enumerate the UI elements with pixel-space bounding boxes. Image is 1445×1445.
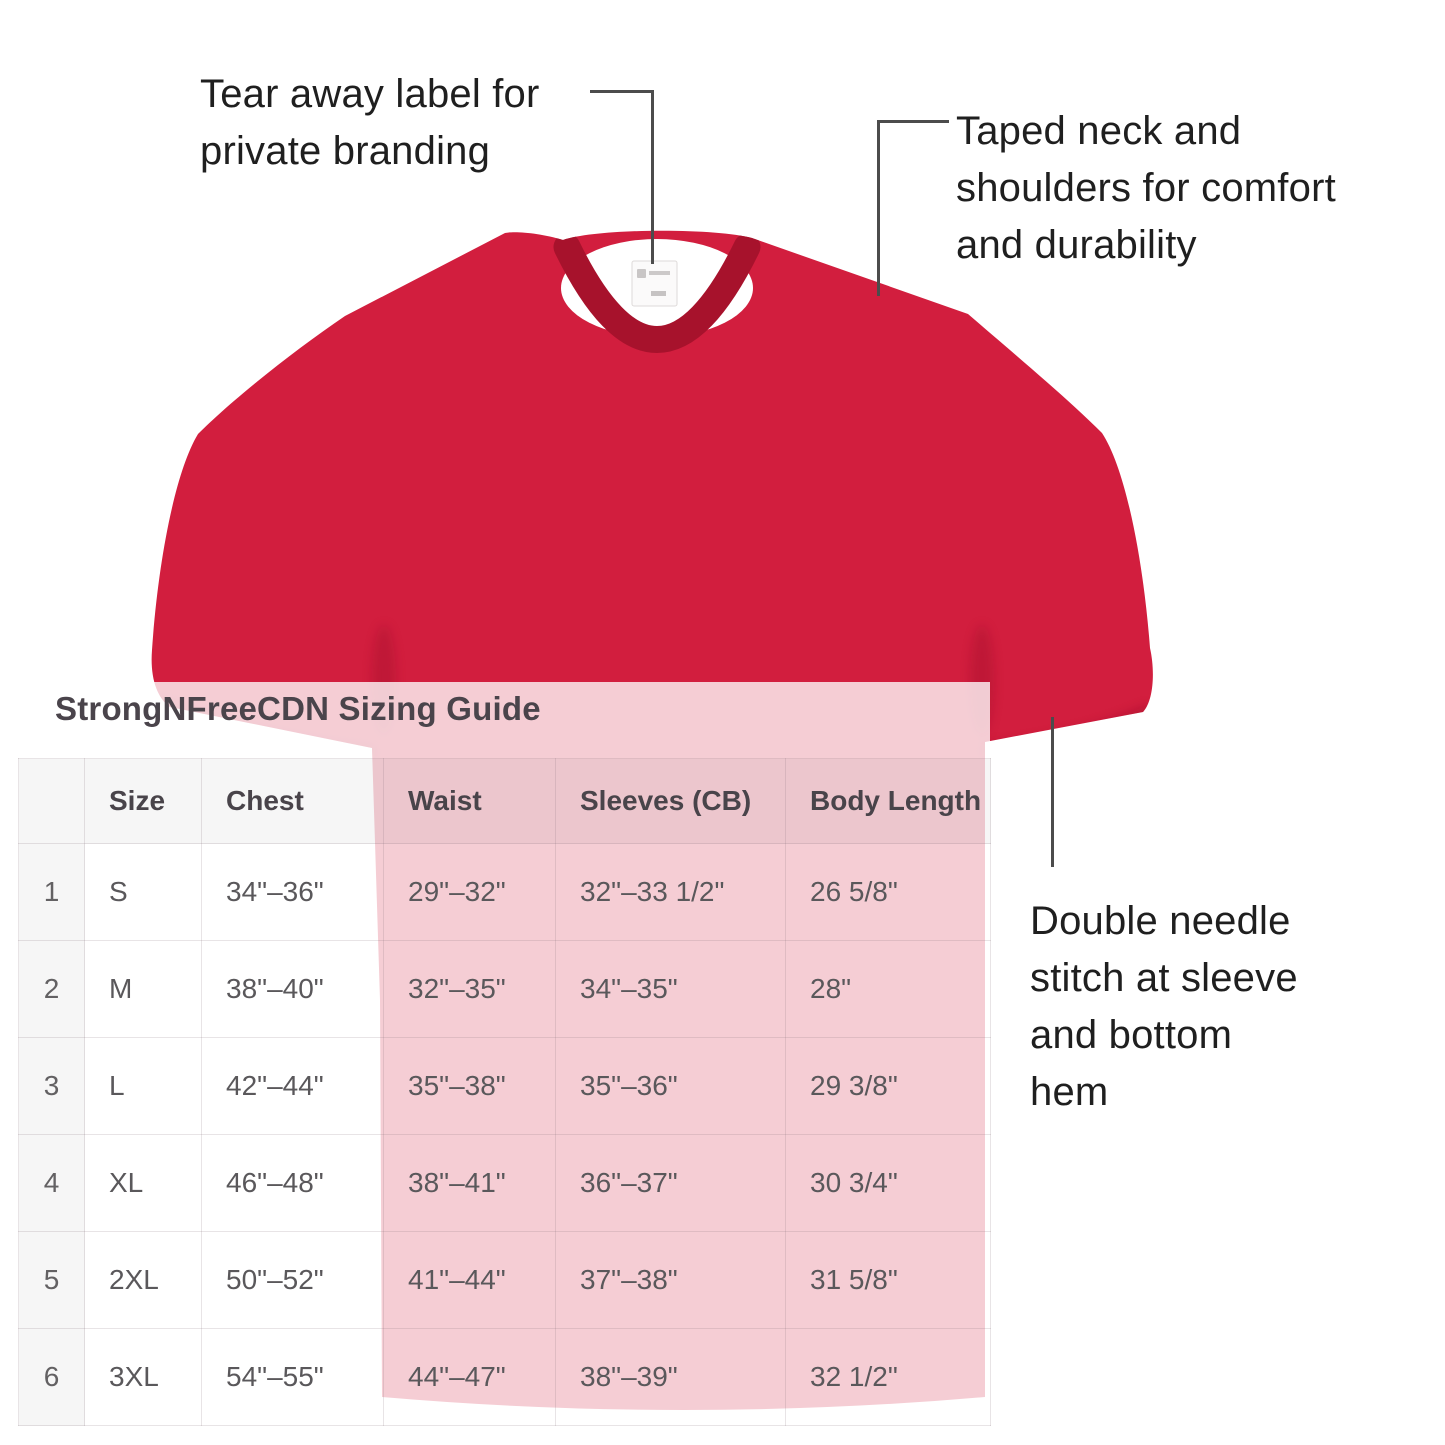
table-cell: 31 5/8" — [786, 1232, 991, 1329]
callout-connector-tear-away-horizontal — [590, 90, 654, 93]
table-cell: 42"–44" — [202, 1038, 384, 1135]
table-row — [19, 1232, 991, 1329]
callout-text-line: and durability — [956, 223, 1197, 267]
table-cell: 28" — [786, 941, 991, 1038]
callout-double-needle — [1030, 893, 1298, 1121]
table-cell: 29"–32" — [384, 844, 556, 941]
table-cell: 34"–36" — [202, 844, 384, 941]
header-cell: Sleeves (CB) — [556, 759, 786, 844]
table-cell: 29 3/8" — [786, 1038, 991, 1135]
table-cell: M — [85, 941, 202, 1038]
row-number-cell: 4 — [19, 1135, 85, 1232]
table-cell: 46"–48" — [202, 1135, 384, 1232]
header-cell-rownum — [19, 759, 85, 844]
row-number-cell: 2 — [19, 941, 85, 1038]
row-number-cell: 6 — [19, 1329, 85, 1426]
callout-taped-neck — [956, 103, 1336, 274]
neck-label — [632, 261, 677, 306]
callout-text-line: Double needle — [1030, 899, 1291, 943]
callout-text-line: Taped neck and — [956, 109, 1242, 153]
table-header-row — [19, 759, 991, 844]
table-cell: 32"–33 1/2" — [556, 844, 786, 941]
callout-connector-taped-neck-horizontal — [877, 120, 949, 123]
table-cell: 2XL — [85, 1232, 202, 1329]
header-cell: Chest — [202, 759, 384, 844]
table-cell: L — [85, 1038, 202, 1135]
sizing-guide-panel — [0, 682, 990, 1445]
table-cell: 3XL — [85, 1329, 202, 1426]
table-row — [19, 1135, 991, 1232]
callout-connector-tear-away-vertical — [651, 90, 654, 264]
table-cell: 37"–38" — [556, 1232, 786, 1329]
table-cell: S — [85, 844, 202, 941]
table-cell: 34"–35" — [556, 941, 786, 1038]
table-cell: 30 3/4" — [786, 1135, 991, 1232]
header-cell: Waist — [384, 759, 556, 844]
header-cell: Size — [85, 759, 202, 844]
table-cell: XL — [85, 1135, 202, 1232]
table-cell: 26 5/8" — [786, 844, 991, 941]
sizing-guide-title: StrongNFreeCDN Sizing Guide — [55, 690, 541, 727]
header-cell: Body Length — [786, 759, 991, 844]
table-row — [19, 1038, 991, 1135]
callout-text-line: and bottom — [1030, 1013, 1233, 1057]
callout-text-line: hem — [1030, 1070, 1109, 1114]
table-cell: 36"–37" — [556, 1135, 786, 1232]
table-cell: 50"–52" — [202, 1232, 384, 1329]
table-row — [19, 844, 991, 941]
label-size-mark — [651, 291, 666, 296]
callout-text-line: shoulders for comfort — [956, 166, 1336, 210]
table-cell: 41"–44" — [384, 1232, 556, 1329]
table-row — [19, 941, 991, 1038]
table-cell: 44"–47" — [384, 1329, 556, 1426]
table-cell: 38"–40" — [202, 941, 384, 1038]
row-number-cell: 3 — [19, 1038, 85, 1135]
callout-connector-taped-neck-vertical — [877, 120, 880, 296]
callout-text-line: Tear away label for — [200, 72, 540, 116]
table-cell: 54"–55" — [202, 1329, 384, 1426]
table-cell: 32"–35" — [384, 941, 556, 1038]
row-number-cell: 1 — [19, 844, 85, 941]
table-cell: 32 1/2" — [786, 1329, 991, 1426]
label-logo-mark — [637, 269, 646, 278]
callout-text-line: stitch at sleeve — [1030, 956, 1298, 1000]
table-cell: 35"–38" — [384, 1038, 556, 1135]
row-number-cell: 5 — [19, 1232, 85, 1329]
sizing-guide-table — [18, 758, 991, 1426]
table-row — [19, 1329, 991, 1426]
table-cell: 38"–39" — [556, 1329, 786, 1426]
callout-text-line: private branding — [200, 129, 491, 173]
callout-connector-double-needle-vertical — [1051, 717, 1054, 867]
table-cell: 38"–41" — [384, 1135, 556, 1232]
table-cell: 35"–36" — [556, 1038, 786, 1135]
callout-tear-away-label — [200, 66, 540, 180]
label-print-line — [649, 271, 670, 275]
